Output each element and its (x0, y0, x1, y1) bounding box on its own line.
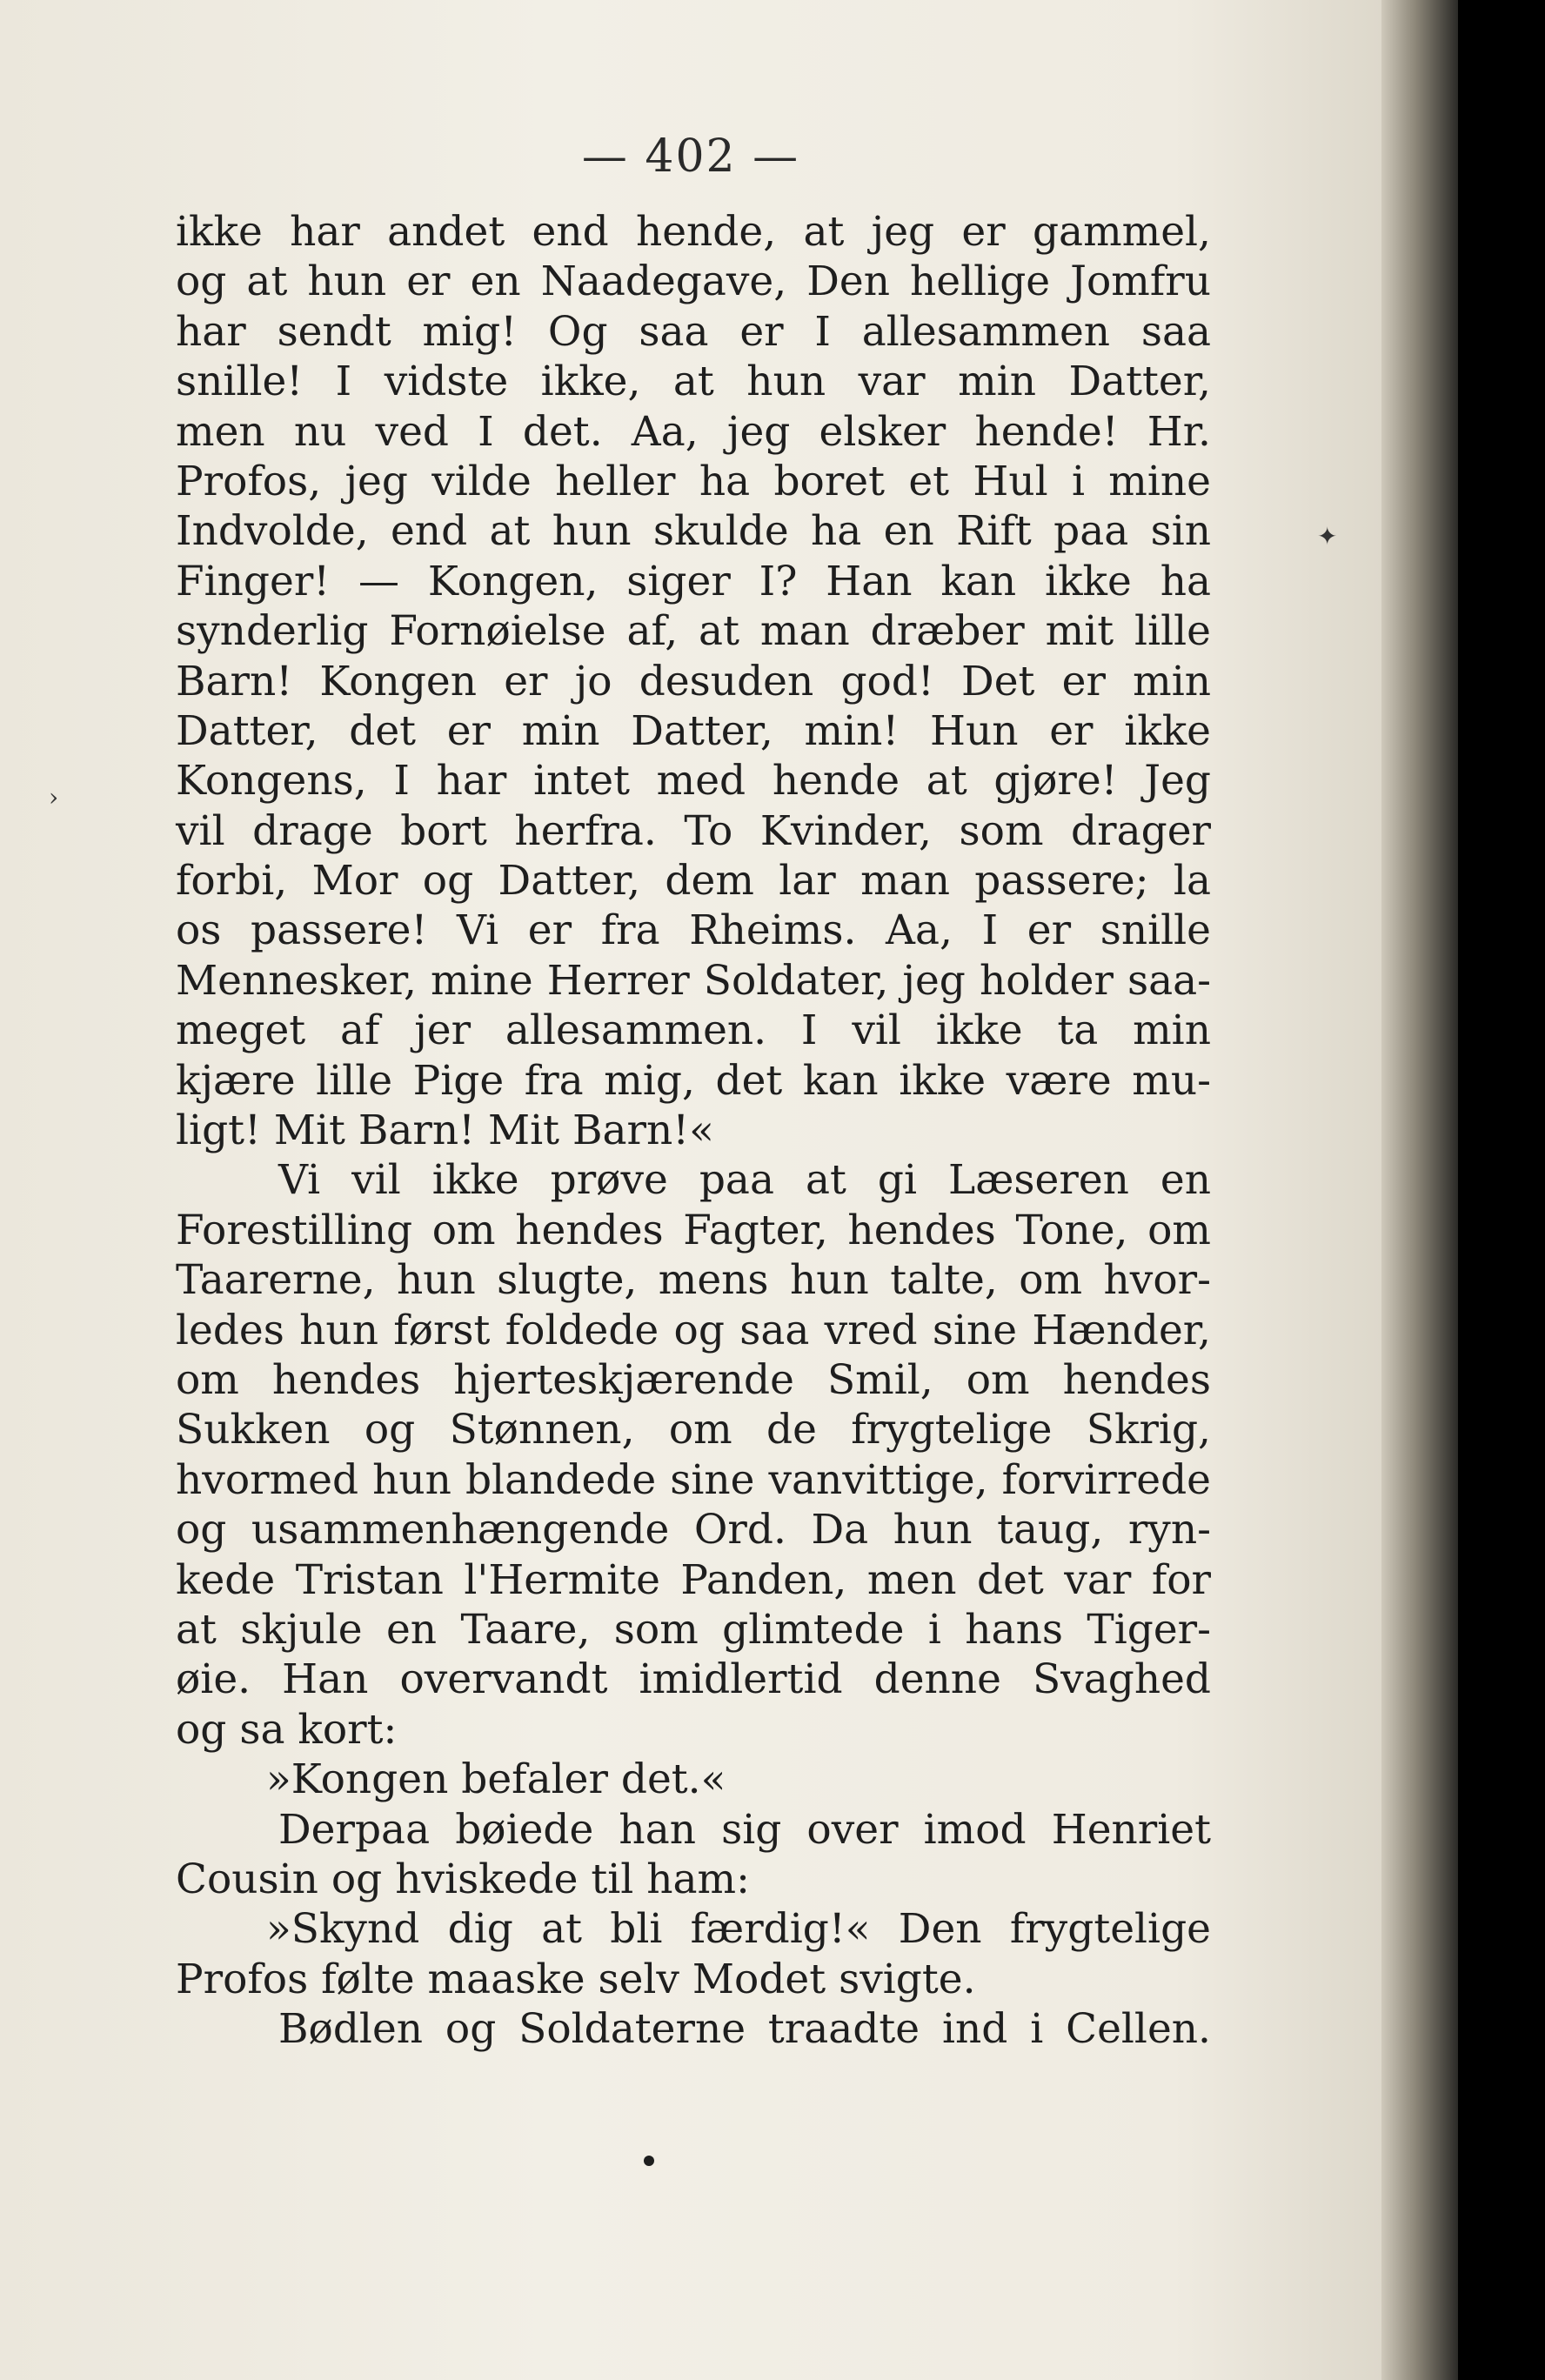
text-line: ligt! Mit Barn! Mit Barn!« (176, 1106, 714, 1155)
text-line: »Skynd dig at bli færdig!« Den frygtelige (266, 1905, 1211, 1954)
text-line: ledes hun først foldede og saa vred sine Hænder, (176, 1306, 1211, 1354)
text-line: synderlig Fornøielse af, at man dræber mit lille (176, 607, 1211, 656)
text-line: snille! I vidste ikke, at hun var min Datter, (176, 358, 1211, 406)
text-line: hvormed hun blandede sine vanvittige, forvirrede (176, 1455, 1211, 1504)
text-line: Derpaa bøiede han sig over imod Henriet (278, 1805, 1211, 1854)
text-line: Vi vil ikke prøve paa at gi Læseren en (278, 1156, 1211, 1205)
text-line: og at hun er en Naadegave, Den hellige Jomfru (176, 257, 1211, 306)
text-line: Bødlen og Soldaterne traadte ind i Cellen. (278, 2005, 1211, 2054)
text-line: Sukken og Stønnen, om de frygtelige Skrig, (176, 1406, 1211, 1454)
text-line: øie. Han overvandt imidlertid denne Svaghed (176, 1655, 1211, 1704)
text-line: Taarerne, hun slugte, mens hun talte, om hvor- (176, 1256, 1211, 1305)
text-line: kede Tristan l'Hermite Panden, men det var for (176, 1555, 1211, 1604)
margin-mark-icon: › (49, 783, 59, 812)
text-line: men nu ved I det. Aa, jeg elsker hende! Hr. (176, 407, 1211, 456)
text-line: os passere! Vi er fra Rheims. Aa, I er snille (176, 906, 1211, 955)
text-line: Profos følte maaske selv Modet svigte. (176, 1955, 976, 2003)
text-line: Indvolde, end at hun skulde ha en Rift paa sin (176, 507, 1211, 556)
end-dot-ornament (644, 2156, 654, 2166)
text-line: at skjule en Taare, som glimtede i hans Tiger- (176, 1605, 1211, 1654)
text-line: meget af jer allesammen. I vil ikke ta min (176, 1006, 1211, 1055)
text-line: Forestilling om hendes Fagter, hendes Tone, om (176, 1206, 1211, 1254)
text-line: og usammenhængende Ord. Da hun taug, ryn- (176, 1506, 1211, 1554)
text-line: vil drage bort herfra. To Kvinder, som drager (176, 806, 1211, 855)
text-line: Finger! — Kongen, siger I? Han kan ikke ha (176, 557, 1211, 605)
text-line: Barn! Kongen er jo desuden god! Det er min (176, 657, 1211, 705)
text-line: kjære lille Pige fra mig, det kan ikke være mu- (176, 1056, 1211, 1105)
page-edge-shadow (1381, 0, 1458, 2380)
text-line: Kongens, I har intet med hende at gjøre! Jeg (176, 757, 1211, 806)
text-line: om hendes hjerteskjærende Smil, om hendes (176, 1355, 1211, 1404)
text-line: forbi, Mor og Datter, dem lar man passere; la (176, 857, 1211, 906)
text-line: »Kongen befaler det.« (266, 1755, 726, 1804)
text-line: ikke har andet end hende, at jeg er gammel, (176, 208, 1211, 256)
text-line: Datter, det er min Datter, min! Hun er ikke (176, 706, 1211, 755)
text-line: har sendt mig! Og saa er I allesammen saa (176, 307, 1211, 356)
text-line: og sa kort: (176, 1705, 398, 1754)
margin-mark-icon: ✦ (1317, 522, 1338, 551)
page-number: — 402 — (581, 130, 800, 183)
body-text (176, 207, 1211, 2054)
text-line: Cousin og hviskede til ham: (176, 1855, 750, 1903)
text-line: Mennesker, mine Herrer Soldater, jeg holder saa- (176, 956, 1211, 1005)
text-line: Profos, jeg vilde heller ha boret et Hul i mine (176, 457, 1211, 505)
